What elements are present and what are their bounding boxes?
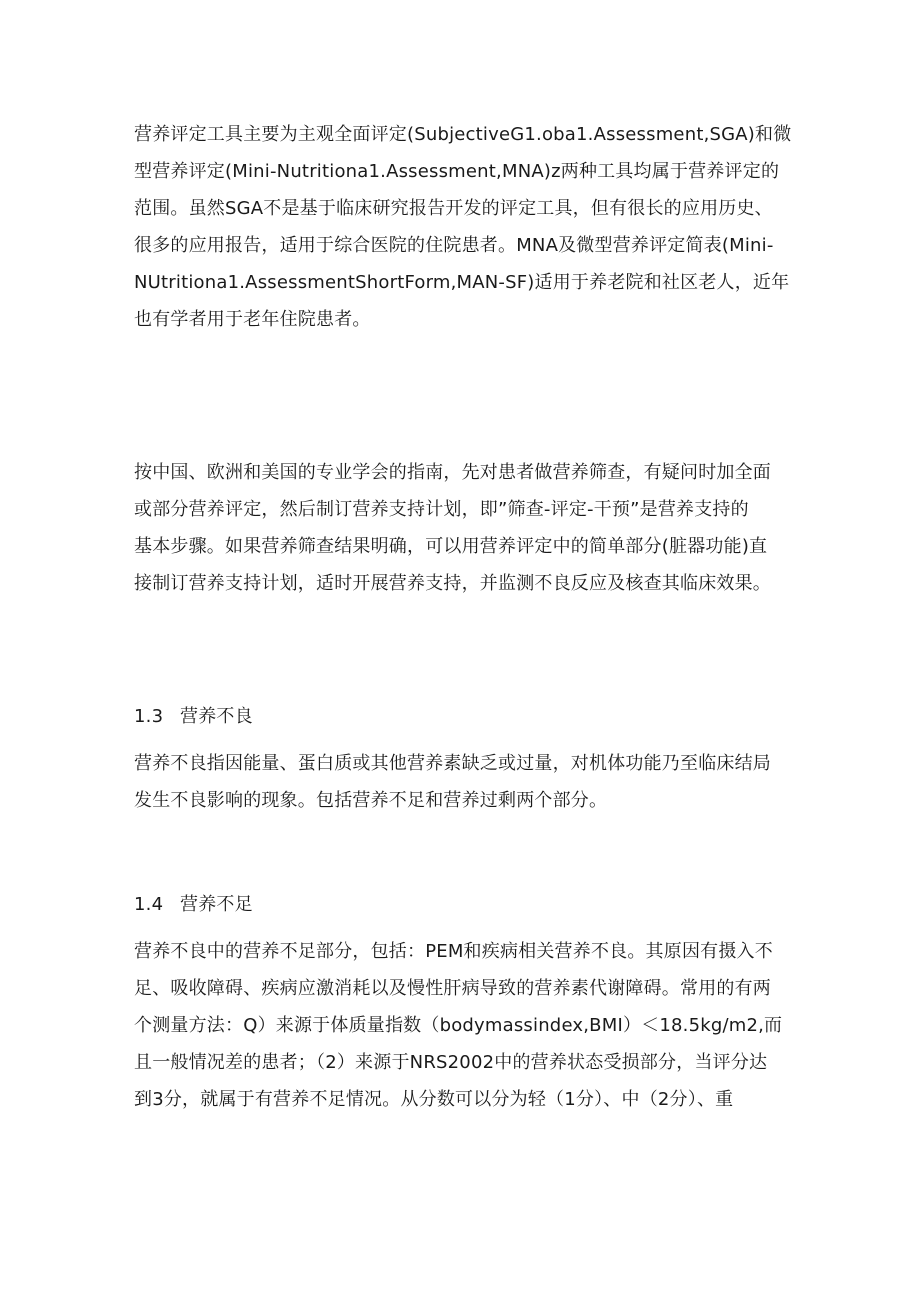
text-line: 营养评定工具主要为主观全面评定(SubjectiveG1.oba1.Assessment,SGA)和微: [134, 124, 792, 145]
text-line: 基本步骤。如果营养筛查结果明确，可以用营养评定中的简单部分(脏器功能)直: [134, 536, 768, 557]
text-line: 或部分营养评定，然后制订营养支持计划，即”筛查-评定-干预”是营养支持的: [134, 499, 749, 520]
text-line: 也有学者用于老年住院患者。: [134, 309, 371, 330]
text-line: 营养不良中的营养不足部分，包括：PEM和疾病相关营养不良。其原因有摄入不: [134, 941, 773, 962]
paragraph-guidelines: [134, 454, 794, 602]
text-line: 接制订营养支持计划，适时开展营养支持，并监测不良反应及核查其临床效果。: [134, 573, 771, 594]
text-line: 且一般情况差的患者；（2）来源于NRS2002中的营养状态受损部分，当评分达: [134, 1052, 768, 1073]
text-line: 营养不良指因能量、蛋白质或其他营养素缺乏或过量，对机体功能乃至临床结局: [134, 753, 771, 774]
text-line: 很多的应用报告，适用于综合医院的住院患者。MNA及微型营养评定简表(Mini-: [134, 235, 774, 256]
section-number: 1.3: [134, 706, 164, 727]
text-line: 按中国、欧洲和美国的专业学会的指南，先对患者做营养筛查，有疑问时加全面: [134, 462, 771, 483]
text-line: 型营养评定(Mini-Nutritiona1.Assessment,MNA)z两种工具均属于营养评定的: [134, 161, 780, 182]
section-title: 营养不足: [180, 894, 253, 915]
text-line: 足、吸收障碍、疾病应激消耗以及慢性肝病导致的营养素代谢障碍。常用的有两: [134, 978, 771, 999]
text-line: 范围。虽然SGA不是基于临床研究报告开发的评定工具，但有很长的应用历史、: [134, 198, 773, 219]
paragraph-malnutrition: [134, 745, 794, 819]
text-line: 到3分，就属于有营养不足情况。从分数可以分为轻（1分）、中（2分）、重: [134, 1089, 734, 1110]
section-heading-1-4: [134, 886, 794, 923]
section-number: 1.4: [134, 894, 164, 915]
text-line: NUtritiona1.AssessmentShortForm,MAN-SF)适用于养老院和社区老人，近年: [134, 272, 790, 293]
section-heading-1-3: [134, 698, 794, 735]
section-title: 营养不良: [180, 706, 253, 727]
text-line: 发生不良影响的现象。包括营养不足和营养过剩两个部分。: [134, 790, 608, 811]
text-line: 个测量方法：Q）来源于体质量指数（bodymassindex,BMI）＜18.5kg/m2,而: [134, 1015, 783, 1036]
paragraph-assessment-tools: [134, 116, 794, 338]
paragraph-undernutrition: [134, 933, 794, 1118]
